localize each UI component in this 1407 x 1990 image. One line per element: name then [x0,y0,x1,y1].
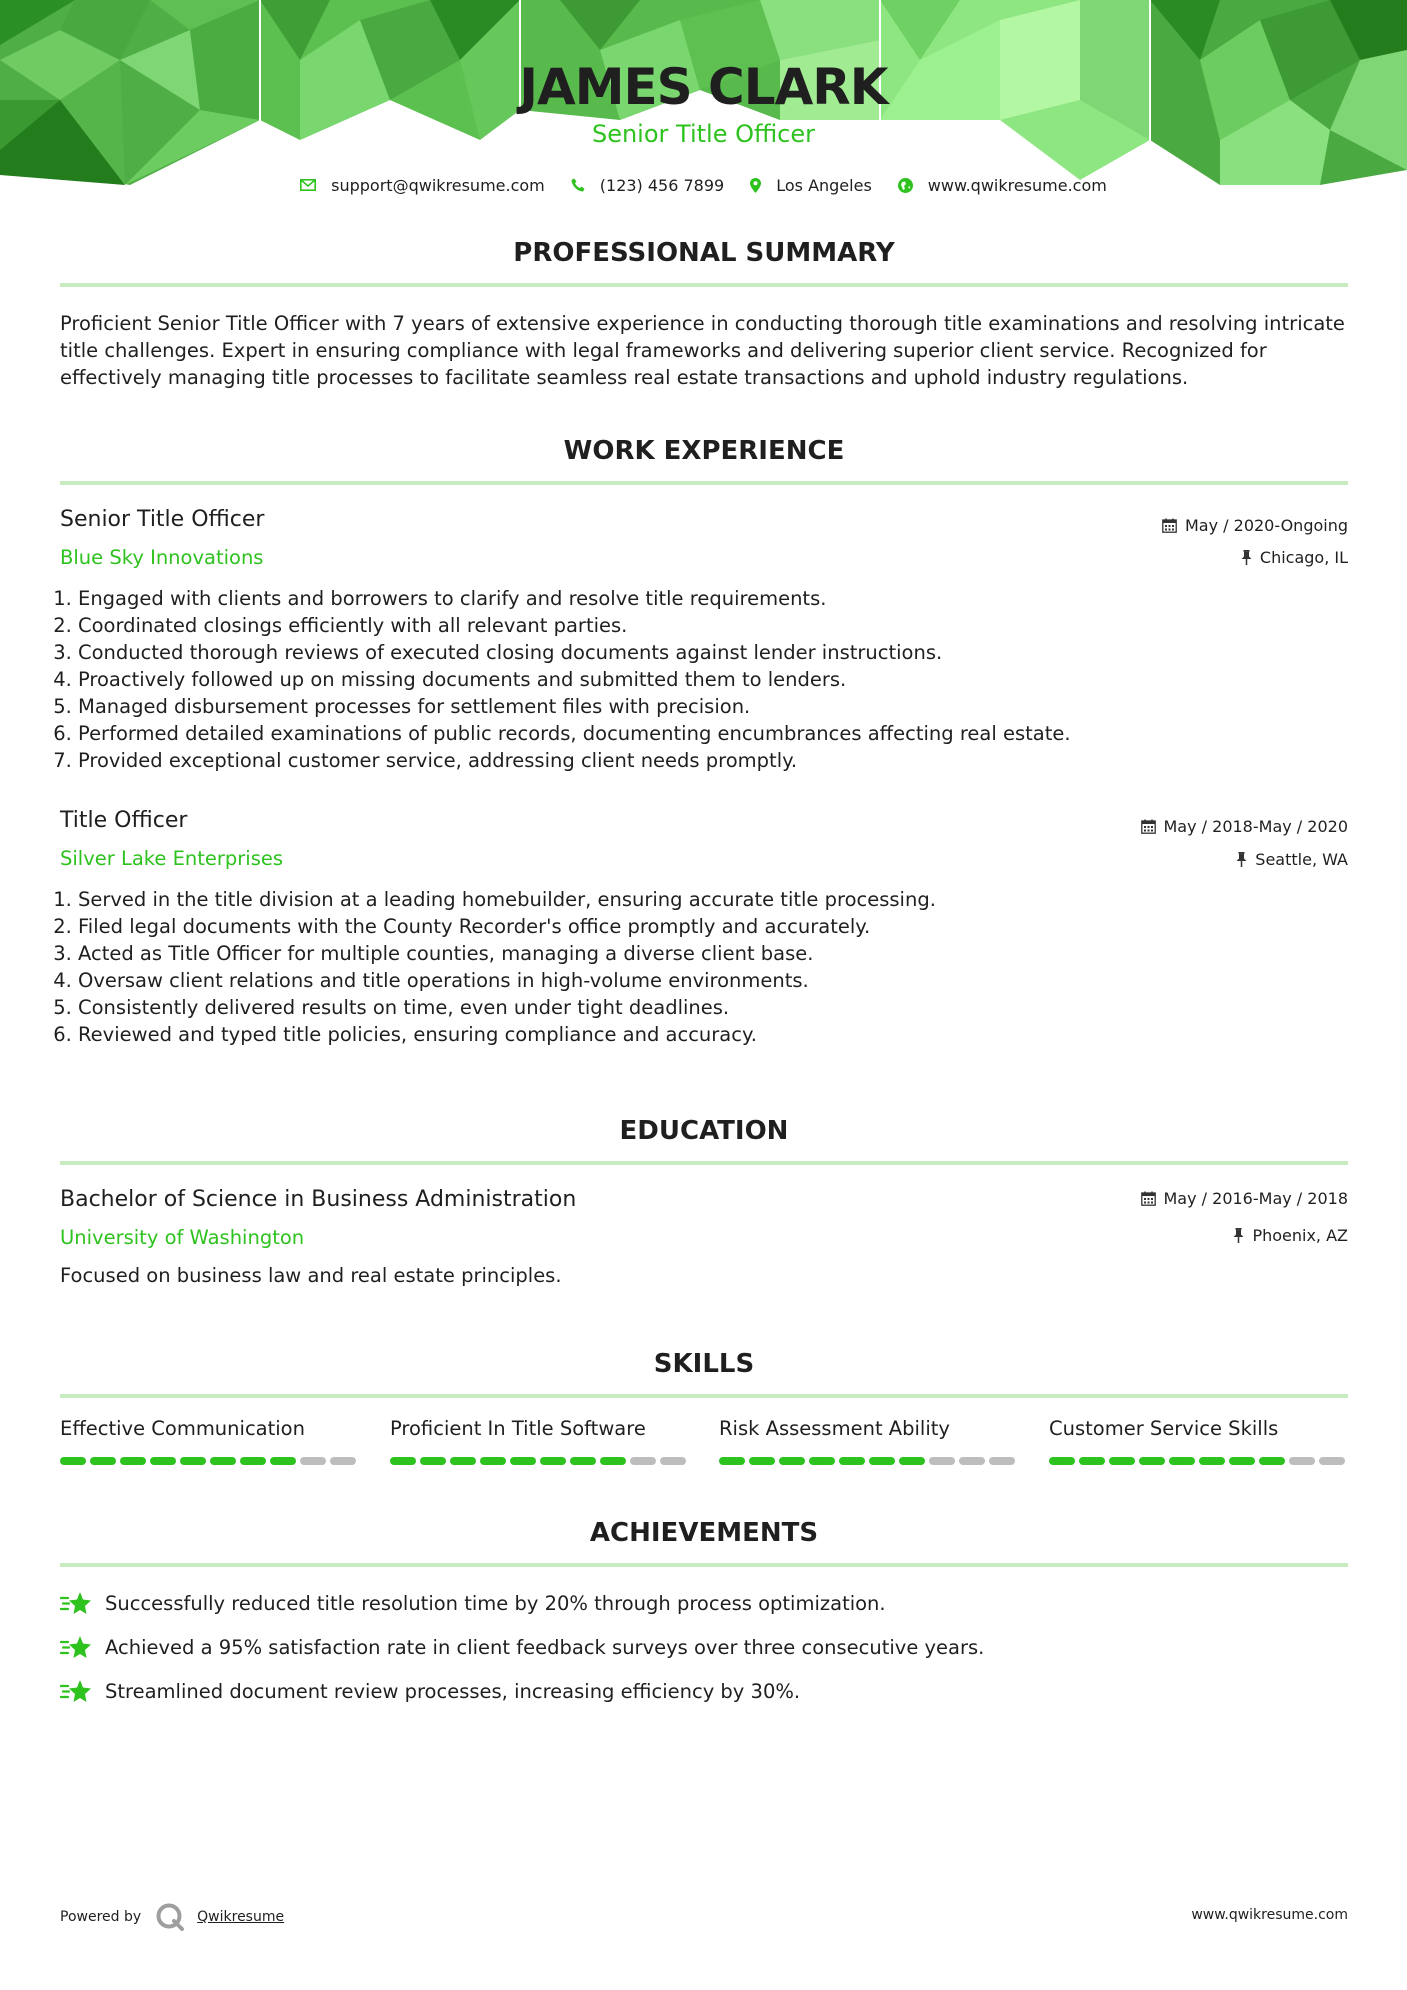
candidate-name: JAMES CLARK [519,58,888,116]
skill-segment-filled [150,1457,176,1465]
job-duties [60,886,1358,1048]
skill-segment-filled [570,1457,596,1465]
skill-segment-filled [779,1457,805,1465]
skill-segment-filled [210,1457,236,1465]
education-dates [1141,1189,1349,1208]
education-school: University of Washington [60,1226,305,1249]
skill-segment-filled [120,1457,146,1465]
skill-segment-filled [480,1457,506,1465]
duty-item: 6. Performed detailed examinations of public records, documenting encumbrances affecting real estate. [78,720,1358,747]
skill-segment-filled [1079,1457,1105,1465]
achievement-text: Streamlined document review processes, increasing efficiency by 30%. [105,1679,801,1703]
skill-segment-filled [839,1457,865,1465]
skill-segment-empty [660,1457,686,1465]
skill-segment-filled [390,1457,416,1465]
skill-segment-filled [600,1457,626,1465]
globe-icon [898,178,913,193]
phone-icon [571,178,585,192]
skills-heading: SKILLS [653,1349,755,1379]
summary-heading: PROFESSIONAL SUMMARY [513,238,895,268]
skill-segment-filled [1049,1457,1075,1465]
skill-segment-filled [869,1457,895,1465]
skill-segment-empty [330,1457,356,1465]
job-location-text: Chicago, IL [1259,548,1348,567]
duty-item: 7. Provided exceptional customer service, addressing client needs promptly. [78,747,1358,774]
shooting-star-icon [60,1634,92,1660]
job-dates-text: May / 2020-Ongoing [1185,516,1348,535]
footer-website[interactable]: www.qwikresume.com [1191,1907,1348,1923]
contact-location [750,176,872,195]
experience-heading: WORK EXPERIENCE [563,436,845,466]
job-location [1236,850,1348,869]
qwikresume-link[interactable]: Qwikresume [197,1909,285,1925]
education-description: Focused on business law and real estate principles. [60,1264,562,1287]
achievement-text: Successfully reduced title resolution time by 20% through process optimization. [105,1591,886,1615]
skill-segment-empty [989,1457,1015,1465]
summary-text: Proficient Senior Title Officer with 7 years of extensive experience in conducting thorough title examinations and resolving intricate title challenges. Expert in ensuring compliance with legal frameworks and delivering superior client service. Recognized for effectively managing title processes to facilitate seamless real estate transactions and uphold industry regulations. [60,312,1345,389]
job-duties [60,585,1358,774]
achievement-item [60,1634,984,1660]
qwikresume-logo-icon [155,1902,185,1932]
education-heading: EDUCATION [619,1116,789,1146]
contact-phone[interactable] [571,176,724,195]
education-divider [60,1161,1348,1165]
skill-rating-bar [1049,1457,1349,1465]
calendar-icon [1141,819,1156,834]
summary-divider [60,283,1348,287]
map-pin-icon [750,178,761,193]
shooting-star-icon [60,1590,92,1616]
job-dates [1141,817,1349,836]
pushpin-icon [1233,1228,1244,1243]
job-company: Blue Sky Innovations [60,546,264,569]
skill-segment-filled [180,1457,206,1465]
contact-phone-text: (123) 456 7899 [599,175,725,195]
duty-item: 4. Proactively followed up on missing documents and submitted them to lenders. [78,666,1358,693]
education-location [1233,1226,1348,1245]
calendar-icon [1162,518,1177,533]
skill-segment-filled [240,1457,266,1465]
pushpin-icon [1241,550,1252,565]
skill-name: Effective Communication [60,1417,305,1440]
skill-segment-empty [630,1457,656,1465]
powered-by-label: Powered by [60,1909,142,1925]
duty-item: 2. Filed legal documents with the County Recorder's office promptly and accurately. [78,913,1358,940]
duty-item: 1. Engaged with clients and borrowers to clarify and resolve title requirements. [78,585,1358,612]
candidate-title: Senior Title Officer [591,120,816,148]
achievements-divider [60,1563,1348,1567]
contact-email[interactable] [300,176,545,195]
skill-segment-filled [270,1457,296,1465]
skill-segment-filled [540,1457,566,1465]
job-location-text: Seattle, WA [1255,850,1348,869]
duty-item: 5. Consistently delivered results on time, even under tight deadlines. [78,994,1358,1021]
duty-item: 4. Oversaw client relations and title operations in high-volume environments. [78,967,1358,994]
skill-segment-filled [1259,1457,1285,1465]
education-dates-text: May / 2016-May / 2018 [1163,1189,1348,1208]
skill-segment-filled [510,1457,536,1465]
skill-segment-filled [90,1457,116,1465]
achievement-item [60,1678,800,1704]
skill-segment-filled [60,1457,86,1465]
skill-segment-filled [1109,1457,1135,1465]
achievement-text: Achieved a 95% satisfaction rate in client feedback surveys over three consecutive years. [105,1635,985,1659]
skill-rating-bar [390,1457,690,1465]
skill-name: Risk Assessment Ability [719,1417,950,1440]
skill-item [60,1417,360,1465]
shooting-star-icon [60,1678,92,1704]
contact-website-text: www.qwikresume.com [927,175,1107,195]
skill-name: Customer Service Skills [1049,1417,1279,1440]
job-dates [1162,516,1348,535]
pushpin-icon [1236,852,1247,867]
skill-item [1049,1417,1349,1465]
skill-segment-filled [1139,1457,1165,1465]
education-degree: Bachelor of Science in Business Administration [60,1187,577,1212]
skill-segment-filled [719,1457,745,1465]
calendar-icon [1141,1191,1156,1206]
contact-website[interactable] [898,176,1107,195]
skills-divider [60,1394,1348,1398]
duty-item: 2. Coordinated closings efficiently with all relevant parties. [78,612,1358,639]
education-location-text: Phoenix, AZ [1252,1226,1348,1245]
job-dates-text: May / 2018-May / 2020 [1163,817,1348,836]
skill-rating-bar [60,1457,360,1465]
skill-item [719,1417,1019,1465]
skill-segment-empty [1289,1457,1315,1465]
footer-powered-by [60,1902,284,1932]
achievements-heading: ACHIEVEMENTS [589,1518,819,1548]
skill-segment-filled [450,1457,476,1465]
duty-item: 3. Conducted thorough reviews of executed closing documents against lender instructions. [78,639,1358,666]
contact-location-text: Los Angeles [776,175,872,195]
duty-item: 5. Managed disbursement processes for settlement files with precision. [78,693,1358,720]
duty-item: 6. Reviewed and typed title policies, ensuring compliance and accuracy. [78,1021,1358,1048]
skill-segment-filled [899,1457,925,1465]
skill-segment-empty [959,1457,985,1465]
job-title: Senior Title Officer [60,507,265,532]
skill-segment-empty [929,1457,955,1465]
skill-segment-filled [1229,1457,1255,1465]
skill-name: Proficient In Title Software [390,1417,646,1440]
skill-rating-bar [719,1457,1019,1465]
skill-item [390,1417,690,1465]
skill-segment-filled [1169,1457,1195,1465]
skill-segment-filled [749,1457,775,1465]
skill-segment-filled [420,1457,446,1465]
job-location [1241,548,1348,567]
achievement-item [60,1590,886,1616]
experience-divider [60,481,1348,485]
skill-segment-filled [809,1457,835,1465]
job-title: Title Officer [60,808,188,833]
contact-bar [0,174,1407,196]
skill-segment-filled [1199,1457,1225,1465]
contact-email-text: support@qwikresume.com [331,175,545,195]
job-company: Silver Lake Enterprises [60,847,284,870]
duty-item: 3. Acted as Title Officer for multiple counties, managing a diverse client base. [78,940,1358,967]
skill-segment-empty [1319,1457,1345,1465]
envelope-icon [300,179,316,191]
skill-segment-empty [300,1457,326,1465]
duty-item: 1. Served in the title division at a leading homebuilder, ensuring accurate title processing. [78,886,1358,913]
